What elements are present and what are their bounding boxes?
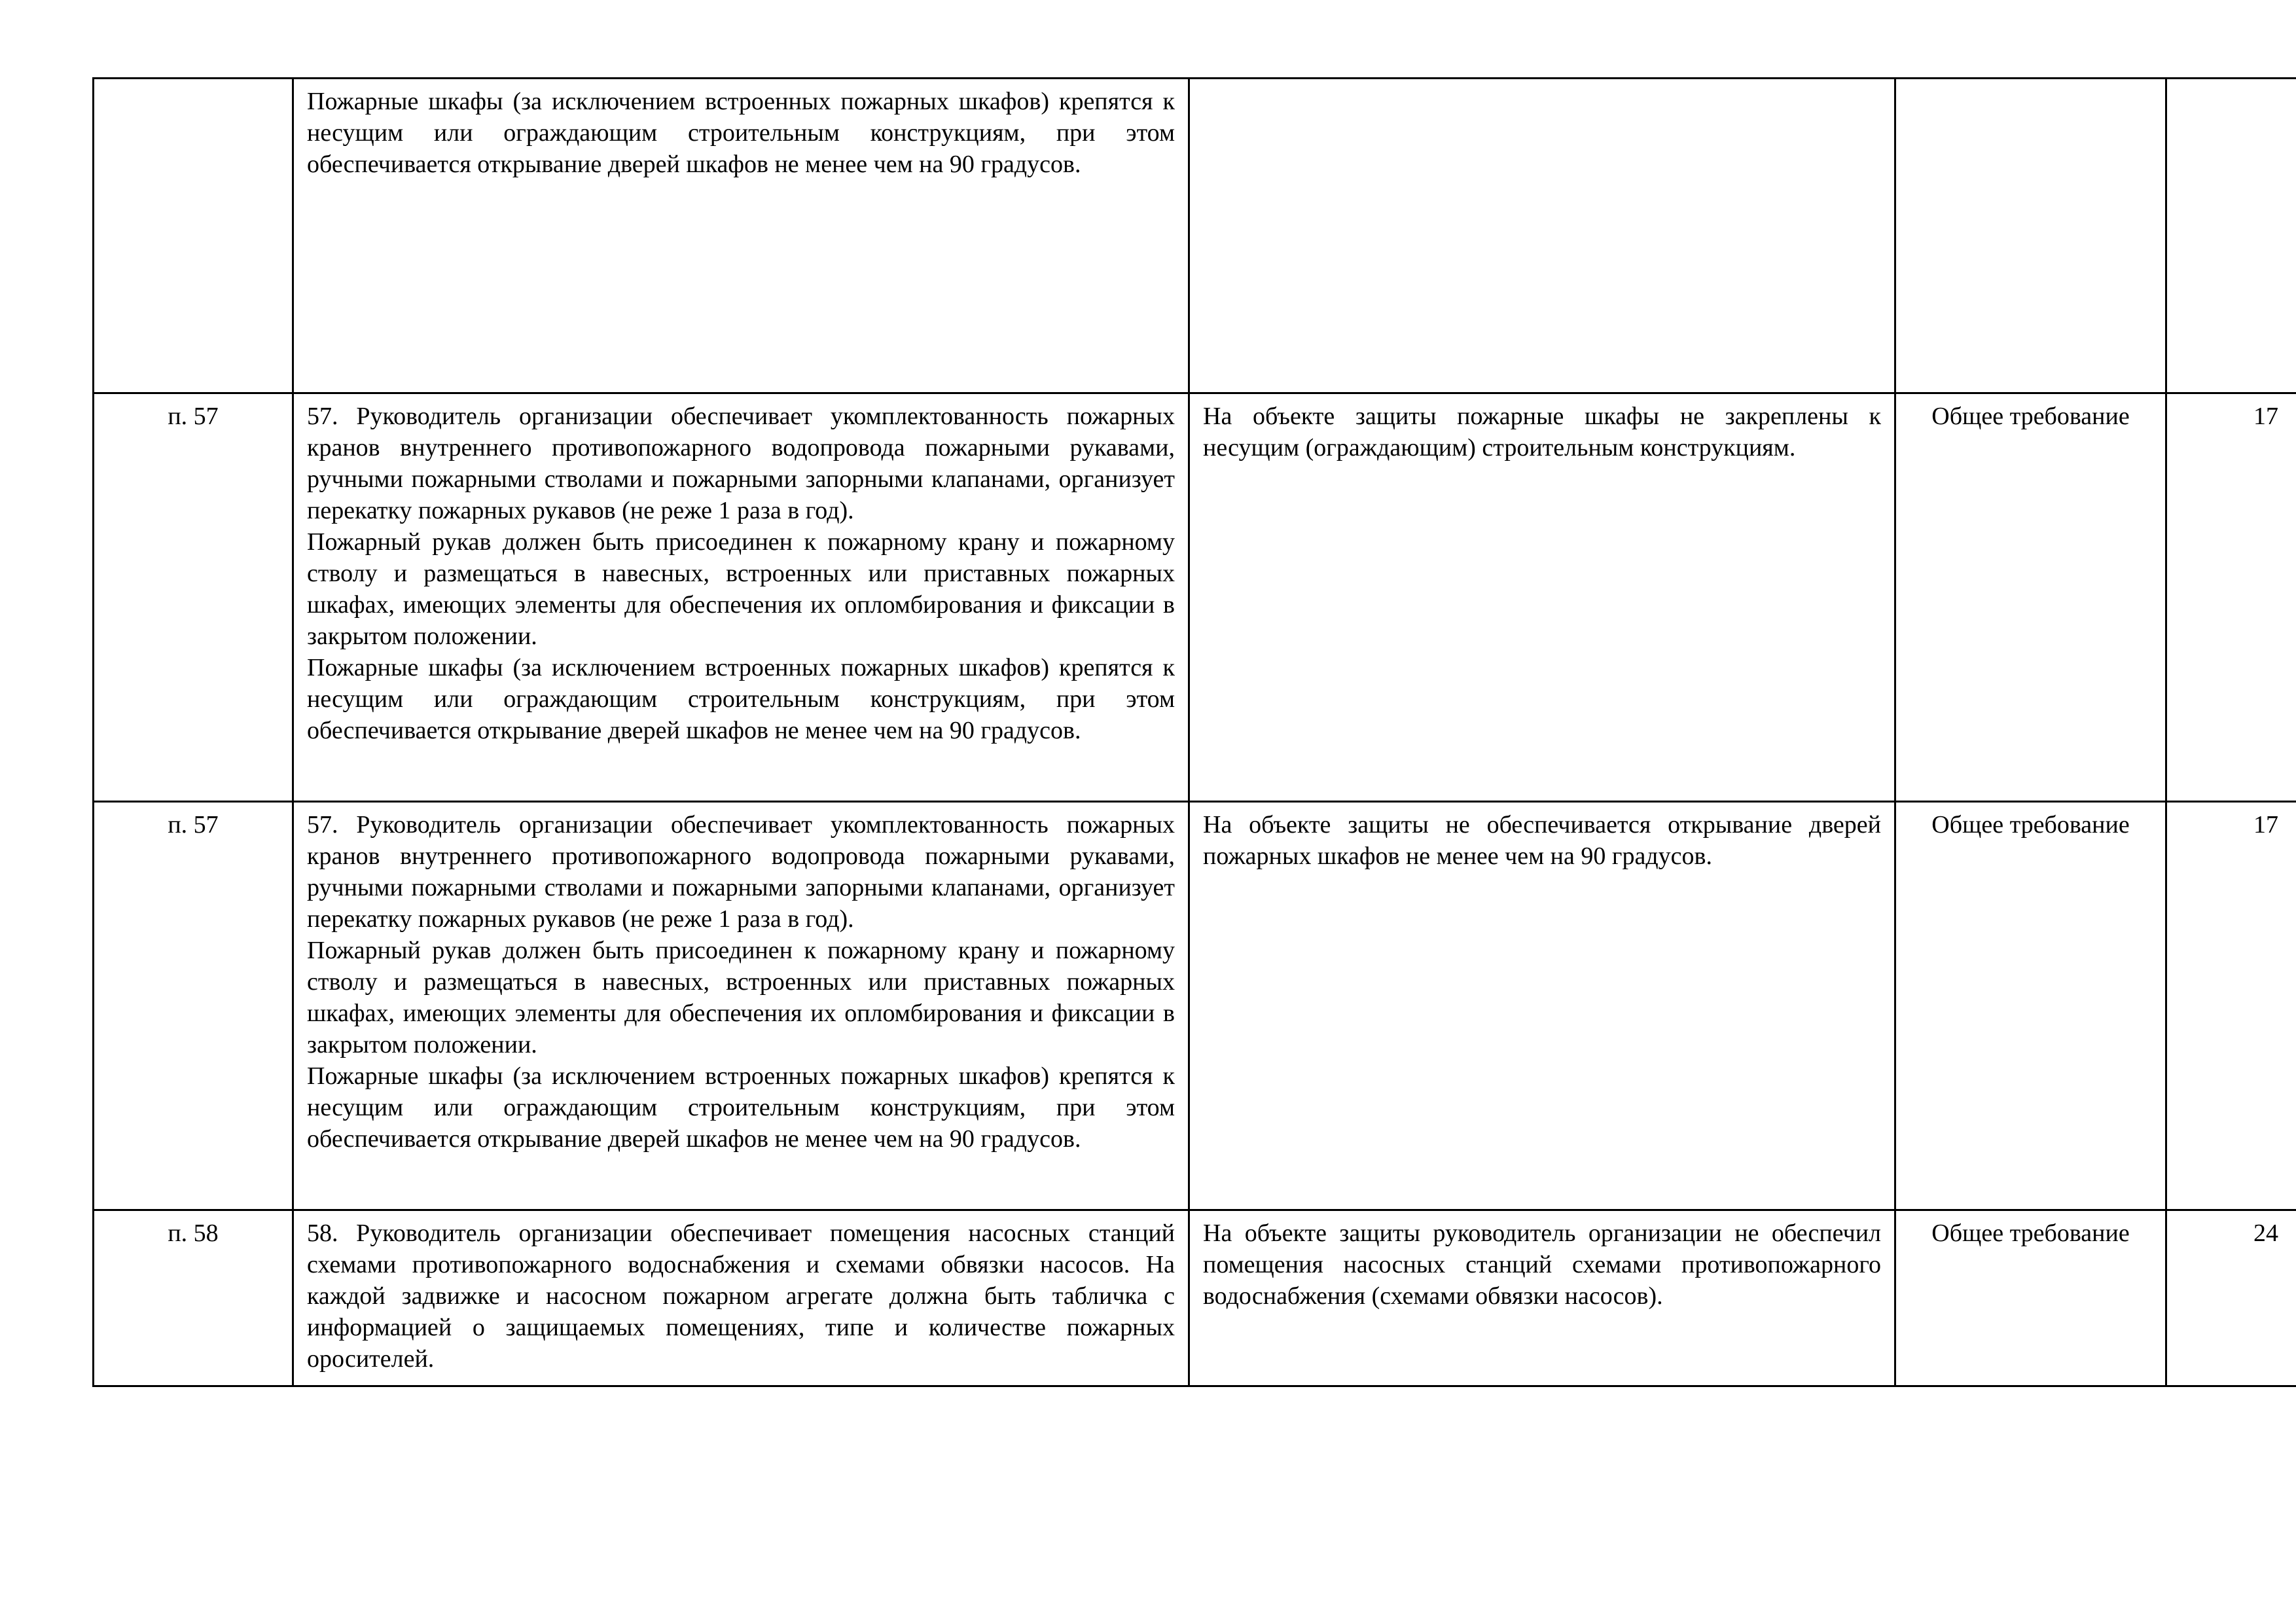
cell-ref: п. 57 bbox=[94, 393, 293, 802]
requirement-paragraph: 57. Руководитель организации обеспечивает укомплектованность пожарных кранов внутреннего противопожарного водопровода пожарными рукавами, ручными пожарными стволами и пожарными запорными клапанами, организует перекатку пожарных рукавов (не реже 1 раза в год). bbox=[307, 811, 1175, 933]
cell-number: 17 bbox=[2166, 802, 2296, 1210]
cell-violation bbox=[1189, 79, 1895, 393]
table-row-continuation bbox=[94, 79, 2296, 393]
cell-type: Общее требование bbox=[1895, 1210, 2166, 1386]
cell-type bbox=[1895, 79, 2166, 393]
cell-requirement bbox=[293, 802, 1189, 1210]
table-row bbox=[94, 802, 2296, 1210]
cell-requirement bbox=[293, 79, 1189, 393]
requirements-table bbox=[92, 77, 2296, 1387]
cell-requirement bbox=[293, 393, 1189, 802]
cell-requirement bbox=[293, 1210, 1189, 1386]
cell-type: Общее требование bbox=[1895, 802, 2166, 1210]
requirement-paragraph: 57. Руководитель организации обеспечивает укомплектованность пожарных кранов внутреннего противопожарного водопровода пожарными рукавами, ручными пожарными стволами и пожарными запорными клапанами, организует перекатку пожарных рукавов (не реже 1 раза в год). bbox=[307, 403, 1175, 524]
cell-violation: На объекте защиты руководитель организации не обеспечил помещения насосных станций схемами противопожарного водоснабжения (схемами обвязки насосов). bbox=[1189, 1210, 1895, 1386]
cell-violation: На объекте защиты пожарные шкафы не закреплены к несущим (ограждающим) строительным конструкциям. bbox=[1189, 393, 1895, 802]
requirement-paragraph: 58. Руководитель организации обеспечивает помещения насосных станций схемами противопожарного водоснабжения и схемами обвязки насосов. На каждой задвижке и насосном пожарном агрегате должна быть табличка с информацией о защищаемых помещениях, типе и количестве пожарных оросителей. bbox=[307, 1219, 1175, 1373]
requirement-paragraph: Пожарные шкафы (за исключением встроенных пожарных шкафов) крепятся к несущим или ограждающим строительным конструкциям, при этом обеспечивается открывание дверей шкафов не менее чем на 90 градусов. bbox=[307, 88, 1175, 178]
table-row bbox=[94, 1210, 2296, 1386]
cell-ref bbox=[94, 79, 293, 393]
cell-ref: п. 57 bbox=[94, 802, 293, 1210]
cell-type: Общее требование bbox=[1895, 393, 2166, 802]
cell-number: 24 bbox=[2166, 1210, 2296, 1386]
requirement-paragraph: Пожарные шкафы (за исключением встроенных пожарных шкафов) крепятся к несущим или ограждающим строительным конструкциям, при этом обеспечивается открывание дверей шкафов не менее чем на 90 градусов. bbox=[307, 654, 1175, 744]
cell-number: 17 bbox=[2166, 393, 2296, 802]
requirement-paragraph: Пожарные шкафы (за исключением встроенных пожарных шкафов) крепятся к несущим или ограждающим строительным конструкциям, при этом обеспечивается открывание дверей шкафов не менее чем на 90 градусов. bbox=[307, 1062, 1175, 1153]
cell-number bbox=[2166, 79, 2296, 393]
cell-ref: п. 58 bbox=[94, 1210, 293, 1386]
requirement-paragraph: Пожарный рукав должен быть присоединен к пожарному крану и пожарному стволу и размещаться в навесных, встроенных или приставных пожарных шкафах, имеющих элементы для обеспечения их опломбирования и фиксации в закрытом положении. bbox=[307, 937, 1175, 1058]
cell-violation: На объекте защиты не обеспечивается открывание дверей пожарных шкафов не менее чем на 90 градусов. bbox=[1189, 802, 1895, 1210]
table-row bbox=[94, 393, 2296, 802]
requirement-paragraph: Пожарный рукав должен быть присоединен к пожарному крану и пожарному стволу и размещаться в навесных, встроенных или приставных пожарных шкафах, имеющих элементы для обеспечения их опломбирования и фиксации в закрытом положении. bbox=[307, 528, 1175, 650]
